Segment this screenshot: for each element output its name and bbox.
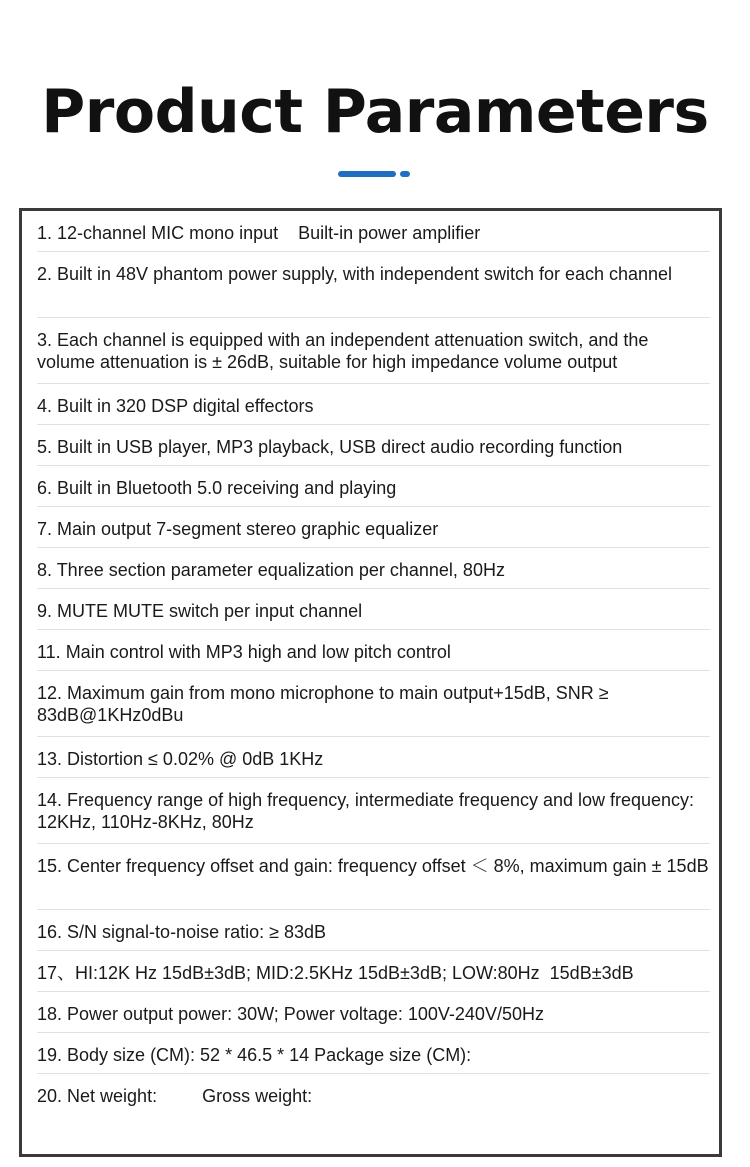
parameter-row: 17、HI:12K Hz 15dB±3dB; MID:2.5KHz 15dB±3dB; LOW:80Hz 15dB±3dB bbox=[37, 951, 710, 992]
parameter-row: 19. Body size (CM): 52 * 46.5 * 14 Package size (CM): bbox=[37, 1033, 710, 1074]
title-accent-dot bbox=[400, 171, 410, 177]
parameter-row: 15. Center frequency offset and gain: frequency offset ＜ 8%, maximum gain ± 15dB bbox=[37, 844, 710, 910]
parameters-list bbox=[22, 211, 719, 1115]
parameter-row: 7. Main output 7-segment stereo graphic equalizer bbox=[37, 507, 710, 548]
parameter-row: 3. Each channel is equipped with an independent attenuation switch, and the volume attenuation is ± 26dB, suitable for high impedance volume output bbox=[37, 318, 710, 384]
parameter-row: 9. MUTE MUTE switch per input channel bbox=[37, 589, 710, 630]
parameter-row: 6. Built in Bluetooth 5.0 receiving and playing bbox=[37, 466, 710, 507]
parameter-row: 1. 12-channel MIC mono input Built-in power amplifier bbox=[37, 211, 710, 252]
page-title: Product Parameters bbox=[41, 77, 709, 147]
parameter-row: 12. Maximum gain from mono microphone to main output+15dB, SNR ≥ 83dB@1KHz0dBu bbox=[37, 671, 710, 737]
title-accent-bar bbox=[338, 171, 396, 177]
parameter-row: 18. Power output power: 30W; Power voltage: 100V-240V/50Hz bbox=[37, 992, 710, 1033]
parameter-row: 14. Frequency range of high frequency, intermediate frequency and low frequency: 12KHz, 110Hz-8KHz, 80Hz bbox=[37, 778, 710, 844]
parameter-row: 16. S/N signal-to-noise ratio: ≥ 83dB bbox=[37, 910, 710, 951]
parameter-row: 4. Built in 320 DSP digital effectors bbox=[37, 384, 710, 425]
parameters-box bbox=[19, 208, 722, 1157]
parameter-row: 11. Main control with MP3 high and low pitch control bbox=[37, 630, 710, 671]
parameter-row: 13. Distortion ≤ 0.02% @ 0dB 1KHz bbox=[37, 737, 710, 778]
parameter-row: 2. Built in 48V phantom power supply, with independent switch for each channel bbox=[37, 252, 710, 318]
parameter-row: 8. Three section parameter equalization per channel, 80Hz bbox=[37, 548, 710, 589]
parameter-row: 5. Built in USB player, MP3 playback, USB direct audio recording function bbox=[37, 425, 710, 466]
parameter-row: 20. Net weight: Gross weight: bbox=[37, 1086, 313, 1106]
